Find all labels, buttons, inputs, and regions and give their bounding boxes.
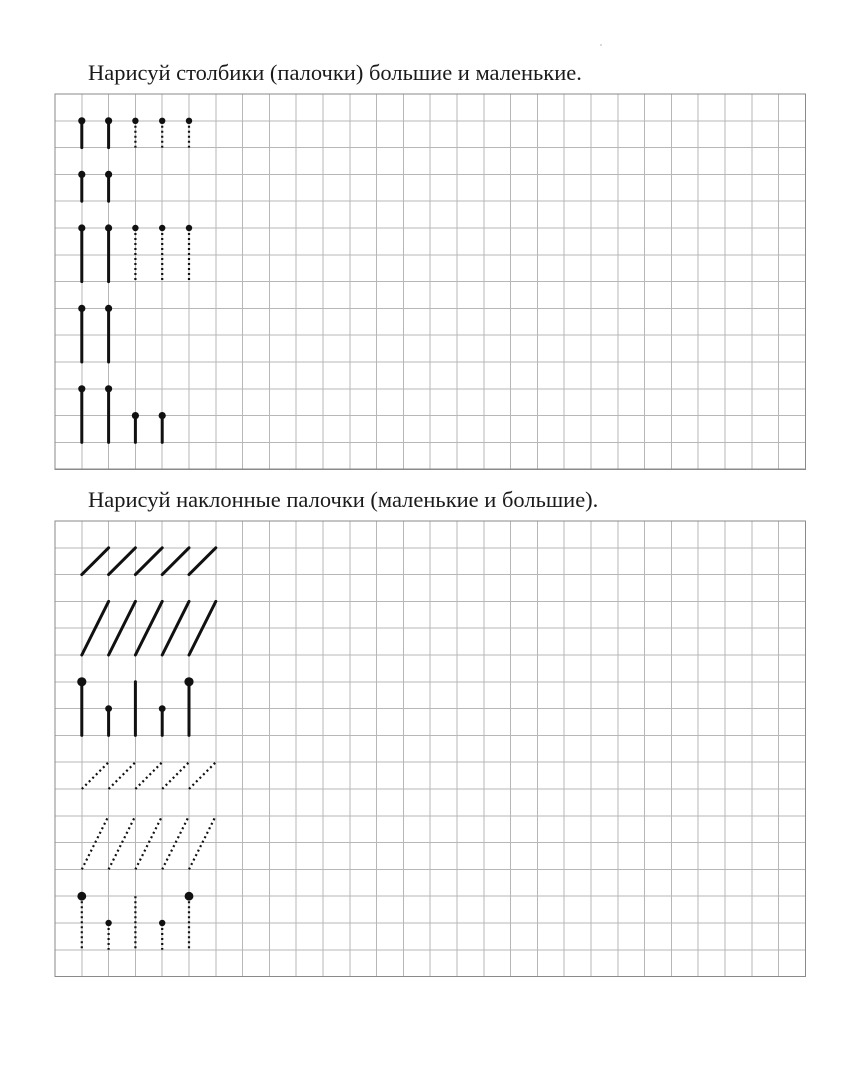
task-2-big-stick-head	[184, 677, 193, 686]
task-1-instruction: Нарисуй столбики (палочки) большие и маленькие.	[88, 60, 582, 85]
task-2-big-stick-head	[77, 677, 86, 686]
task-2-short-slant	[162, 548, 189, 575]
task-2-small-stick-head	[159, 705, 166, 712]
task-2-big-stick-dotted-head	[77, 892, 86, 901]
task-2-small-stick-dotted-head	[105, 920, 111, 926]
task-2-small-stick-dotted-head	[159, 920, 165, 926]
task-2-short-slant	[109, 548, 136, 575]
task-2-short-slant-dotted	[82, 762, 109, 789]
task-2-small-stick-head	[105, 705, 112, 712]
task-2-short-slant	[82, 548, 109, 575]
task-2-short-slant-dotted	[189, 762, 216, 789]
task-2-short-slant-dotted	[109, 762, 136, 789]
task-2-short-slant-dotted	[162, 762, 189, 789]
task-2-big-stick-dotted-head	[185, 892, 194, 901]
task-2-instruction: Нарисуй наклонные палочки (маленькие и большие).	[88, 487, 599, 512]
task-2-short-slant	[189, 548, 216, 575]
task-2-short-slant-dotted	[135, 762, 162, 789]
paper-speck	[600, 44, 602, 46]
task-2-short-slant	[135, 548, 162, 575]
